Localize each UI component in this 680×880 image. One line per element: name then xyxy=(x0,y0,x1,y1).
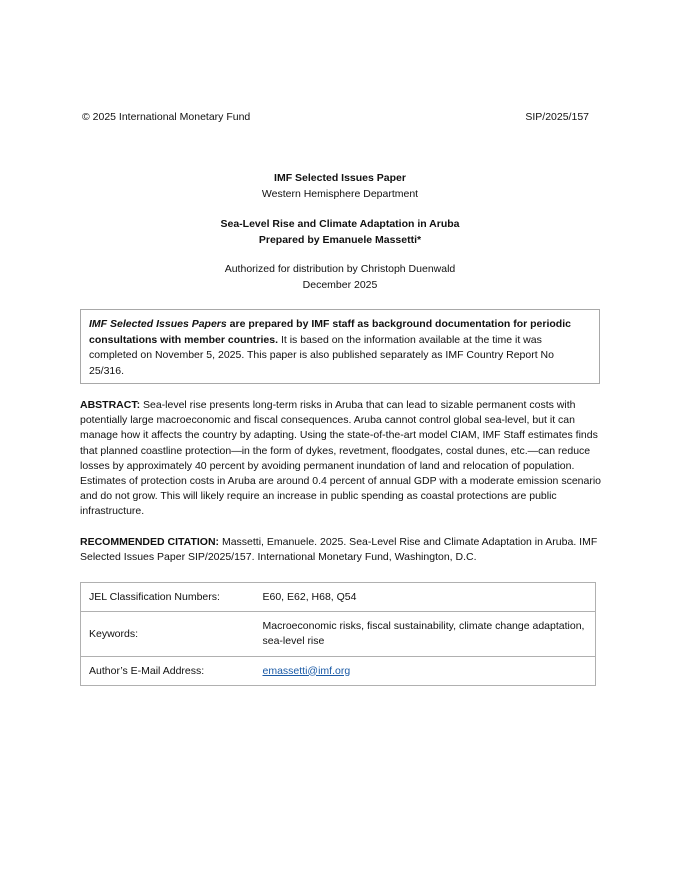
series-block xyxy=(0,171,680,202)
author-email-link[interactable]: emassetti@imf.org xyxy=(262,664,351,677)
jel-value: E60, E62, H68, Q54 xyxy=(257,583,596,612)
citation-text: Massetti, Emanuele. 2025. Sea-Level Rise and Climate Adaptation in Aruba. IMF Selected Issues Paper SIP/2025/157. International Monetary Fund, Washington, D.C. xyxy=(80,536,598,564)
keywords-label: Keywords: xyxy=(81,612,257,657)
authorized-by: Authorized for distribution by Christoph Duenwald xyxy=(224,263,456,275)
abstract-label: ABSTRACT: xyxy=(80,399,141,411)
citation-paragraph xyxy=(80,535,602,565)
prepared-by: Prepared by Emanuele Massetti* xyxy=(258,233,422,246)
table-row xyxy=(81,612,596,657)
abstract-text: Sea-level rise presents long-term risks in Aruba that can lead to sizable permanent costs with potentially large macroeconomic and fiscal consequences. Aruba cannot control global sea-level, but it can manage how it affects the country by adapting. Using the state-of-the-art model CIAM, IMF Staff estimates finds that planned coastline protection—in the form of dykes, revetment, floodgates, costal dunes, etc.—can reduce losses by approximately 40 percent by avoiding permanent inundation of land and relocation of population. Estimates of protection costs in Aruba are around 0.4 percent of annual GDP with a moderate emission scenario and do not grow. This will likely require an increase in public spending as coastal protections are public infrastructure. xyxy=(80,399,602,518)
disclaimer-box xyxy=(80,309,600,384)
disclaimer-italic-lead: IMF Selected Issues Papers xyxy=(89,318,227,330)
authorization-block xyxy=(0,262,680,293)
publication-date: December 2025 xyxy=(302,278,378,291)
citation-label: RECOMMENDED CITATION: xyxy=(80,536,220,548)
series-title: IMF Selected Issues Paper xyxy=(274,172,406,184)
jel-label: JEL Classification Numbers: xyxy=(81,583,257,612)
paper-title: Sea-Level Rise and Climate Adaptation in Aruba xyxy=(220,218,460,230)
title-block xyxy=(0,217,680,248)
disclaimer-body-text: It is based on the information available at the time it was completed on November 5, 2025. This paper is also published separately as IMF Country Report No 25/316. xyxy=(89,333,554,377)
disclaimer-bold-text: are prepared by IMF staff as background documentation for periodic consultations with member countries. xyxy=(89,318,571,346)
department-name: Western Hemisphere Department xyxy=(261,187,419,200)
email-label: Author’s E-Mail Address: xyxy=(81,657,257,686)
keywords-value: Macroeconomic risks, fiscal sustainability, climate change adaptation, sea-level rise xyxy=(257,612,596,657)
document-number: SIP/2025/157 xyxy=(525,111,589,123)
table-row xyxy=(81,657,596,686)
metadata-table xyxy=(80,582,596,686)
table-row xyxy=(81,583,596,612)
page-header xyxy=(82,111,589,124)
copyright-notice: © 2025 International Monetary Fund xyxy=(82,111,251,123)
abstract-paragraph xyxy=(80,398,602,520)
